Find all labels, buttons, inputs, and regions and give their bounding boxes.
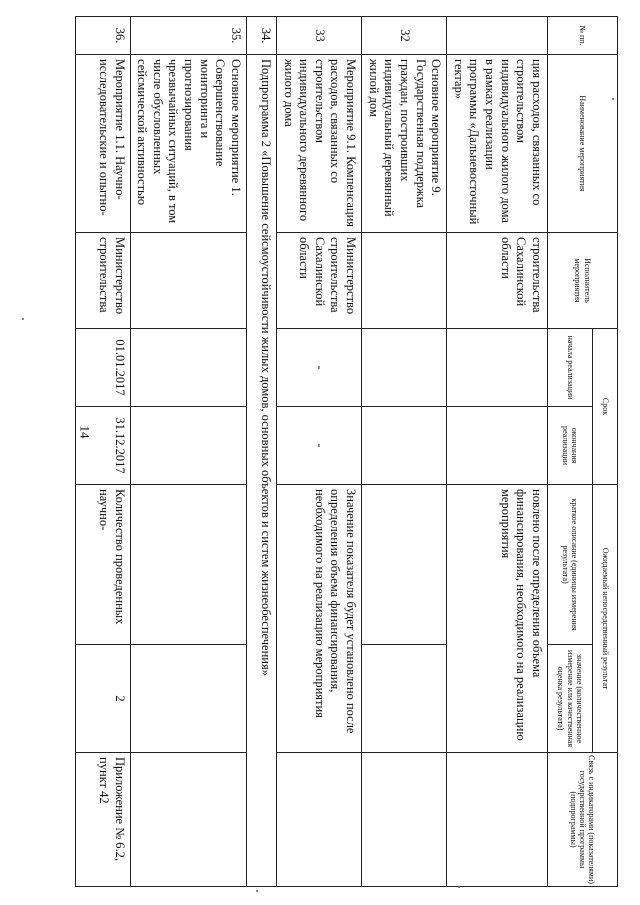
row-result-text: [362, 485, 447, 645]
scan-speck: [458, 886, 460, 888]
row-executor: Министерство строительства: [75, 233, 130, 329]
table-row: [362, 17, 447, 887]
header-result-value: значение (количественное измерение или качественная оценка результата): [548, 645, 593, 753]
row-result-text: [130, 485, 246, 645]
activities-table: [75, 16, 618, 887]
row-start: [447, 329, 548, 407]
subprogram-num: 34.: [247, 17, 277, 55]
row-name: Мероприятие 9.1. Компенсация расходов, связанных со строительством индивидуального деревянного жилого дома: [277, 55, 362, 233]
scan-speck: [256, 890, 258, 892]
header-term: Срок: [593, 329, 618, 485]
row-executor: [130, 233, 246, 329]
row-indicator: [130, 753, 246, 887]
row-value: [130, 645, 246, 753]
row-value: 2: [75, 645, 130, 753]
row-end: -: [277, 407, 362, 485]
row-end: [447, 407, 548, 485]
table-row: [447, 17, 548, 887]
row-executor: строительства Сахалинской области: [447, 233, 548, 329]
row-end: [130, 407, 246, 485]
row-num: 35.: [130, 17, 246, 55]
row-executor: [362, 233, 447, 329]
row-start: [130, 329, 246, 407]
row-num: 36.: [75, 17, 130, 55]
page-number: 14: [77, 425, 93, 439]
header-result: Ожидаемый непосредственный результат: [593, 485, 618, 753]
row-start: -: [277, 329, 362, 407]
row-indicator: [362, 753, 447, 887]
row-num: 32: [362, 17, 447, 55]
row-indicator: [447, 753, 548, 887]
scan-speck: [612, 98, 614, 100]
row-start: [362, 329, 447, 407]
row-name: Основное мероприятие 9. Государственная поддержка граждан, построивших индивидуальный деревянный жилой дом: [362, 55, 447, 233]
row-result-text: Значение показателя будет установлено после определения объема финансирования, необходимого на реализацию мероприятия: [277, 485, 362, 753]
row-name: ция расходов, связанных со строительством индивидуального жилого дома в рамках реализации программы «Дальневосточный гектар»: [447, 55, 548, 233]
header-indicators: Связь с индикаторами (показателями) государственной программы (подпрограммы): [548, 753, 618, 887]
header-num: № пп.: [548, 17, 618, 55]
table-row: [277, 17, 362, 887]
header-name: Наименование мероприятия: [548, 55, 618, 233]
subprogram-row: [247, 17, 277, 887]
document-table-rotated: [90, 16, 618, 886]
row-end: [362, 407, 447, 485]
scan-speck: [22, 318, 24, 320]
row-indicator: Приложение № 6.2, пункт 42: [75, 753, 130, 887]
subprogram-title: Подпрограмма 2 «Повышение сейсмоустойчивости жилых домов, основных объектов и систем жизнеобеспечения»: [247, 55, 277, 887]
header-result-short: краткое описание (единицы измерения результата): [548, 485, 593, 645]
row-num: [447, 17, 548, 55]
row-result-text: Количество проведенных научно-: [75, 485, 130, 645]
row-result-text: новлено после определения объема финансирования, необходимого на реализацию мероприятия: [447, 485, 548, 753]
row-name: Основное мероприятие 1. Совершенствование мониторинга и прогнозирования чрезвычайных ситуаций, в том числе обусловленных сейсмической активностью: [130, 55, 246, 233]
header-term-start: начала реализации: [548, 329, 593, 407]
row-num: 33: [277, 17, 362, 55]
table-row: [130, 17, 246, 887]
row-executor: Министерство строительства Сахалинской области: [277, 233, 362, 329]
header-term-end: окончания реализации: [548, 407, 593, 485]
row-end: 31.12.2017: [75, 407, 130, 485]
row-name: Мероприятие 1.1. Научно-исследовательские и опытно-: [75, 55, 130, 233]
row-value: [362, 645, 447, 753]
header-row-1: [593, 17, 618, 887]
row-indicator: [277, 753, 362, 887]
header-executor: Исполнитель мероприятия: [548, 233, 618, 329]
table-row: [75, 17, 130, 887]
row-start: 01.01.2017: [75, 329, 130, 407]
